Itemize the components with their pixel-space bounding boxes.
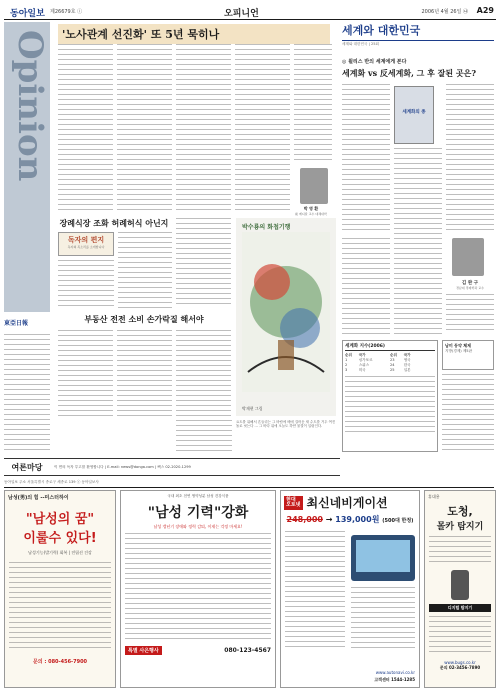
right-body-e [394, 238, 442, 334]
detector-device-icon [451, 570, 469, 600]
right-kicker-sub: 세계와 대한민국 | 25회 [342, 40, 494, 47]
ad4-kicker: 휴대용 [428, 494, 440, 499]
table-header: 순위 [390, 353, 397, 357]
reader-box-title: 독자의 편지 [67, 236, 105, 244]
forum-label: 여론마당 [11, 462, 43, 472]
author-title: 前 메디칼 교수 대체대학 [295, 212, 327, 216]
ad1-headline: "남성의 꿈" [25, 512, 95, 527]
table-cell: 24 [390, 363, 395, 367]
table-cell: 23 [390, 358, 395, 362]
ad3-price-note: (500대 한정) [382, 518, 414, 524]
ad1-headline2: 이룰수 있다! [23, 531, 97, 546]
right-body-a [342, 84, 390, 234]
ad3-price-row [281, 514, 419, 525]
ad3-headline: 최신네비게이션 [306, 496, 388, 510]
table-header: 국가 [403, 353, 411, 357]
right-kicker-block [342, 22, 494, 54]
navigation-device-icon [351, 535, 415, 581]
author2-name: 김 완 구 [461, 281, 479, 286]
ad4-phone: 문의 02-3456-7890 [439, 665, 481, 670]
ad2-top: 국내 최초 천연 생약성분 남성 건강식품 [167, 494, 229, 498]
ad2-body [125, 533, 271, 643]
painting-caption: 요트를 위해서 흔들리는 그 바람에 배에 걸어둔 새 수트를 거두 여진 돌로 씻는다 ... 그 바다 위에 오늘도 하얀 물결이 일렁인다. [236, 420, 336, 429]
ad3-top [281, 491, 419, 514]
reader-box-sub: 독자의 목소리를 소개합니다 [67, 245, 105, 249]
book-title: 세계화의 종 [402, 110, 426, 115]
ad3-url: www.autonavi.co.kr [375, 670, 415, 675]
ad3-price-new: 139,000원 [335, 515, 380, 524]
author2-photo [452, 238, 484, 276]
letter1-body-d [176, 218, 231, 308]
main-body-col4 [235, 44, 290, 212]
ad4-badge: 디지털 탐지기 [429, 604, 491, 612]
table-cell: 2 [345, 363, 348, 367]
ad4-body [429, 536, 491, 566]
sub-headline: 장례식장 조화 허례허식 아닌지 [59, 219, 169, 228]
issue-date: 2006년 4월 26일 ㉯ [421, 9, 468, 15]
page-header [4, 6, 496, 20]
ad-navigation [280, 490, 420, 688]
ad3-price-old: 248,000 [286, 515, 323, 524]
letter1-body-a [118, 232, 172, 268]
ad1-brand: 남성(男)의 힘 --미스터하이 [8, 495, 69, 501]
main-body-col2 [117, 44, 172, 212]
table-cell: 한국 [403, 363, 411, 367]
mark-label: 東亞日報 [4, 320, 29, 327]
right-headline: 세계화 vs 反세계화, 그 후 잘된 곳은? [342, 68, 477, 78]
right-body-c [446, 84, 494, 234]
page-number: A29 [476, 6, 494, 15]
right-kicker: 세계와 대한민국 [342, 24, 421, 37]
footer-address: 동아일보 주소 서울특별시 종로구 세종로 139 ⓒ 동아일보사 [4, 480, 494, 488]
table-rest [345, 376, 435, 436]
opinion-side-banner [4, 22, 50, 312]
table-cell: 25 [390, 368, 395, 372]
sub-headline-2: 부동산 전전 소비 손가락질 해서야 [84, 315, 204, 324]
ad2-phone: 080-123-4567 [224, 647, 271, 654]
ad1-body [9, 562, 111, 652]
main-body-col1 [58, 44, 113, 212]
painting-frame [236, 218, 336, 416]
newspaper-brand: 동아일보 [10, 9, 45, 19]
painting-illustration [242, 232, 330, 392]
hangul-brand-mark [4, 318, 50, 332]
ad2-footer [121, 646, 275, 655]
table-cell: 미국 [358, 368, 366, 372]
painting-title: 박수룡의 화첩기행 [242, 224, 291, 231]
table-row [345, 368, 435, 373]
letter1-body-c [118, 272, 172, 308]
ad4-url: www.bugs.co.kr [444, 660, 476, 665]
ad-mister-hi [4, 490, 116, 688]
book-cover [394, 86, 434, 144]
ad1-phone: 문의 : 080-456-7900 [32, 659, 88, 665]
main-body-col5 [294, 44, 332, 164]
right-body-d [342, 238, 390, 334]
ad-vitality [120, 490, 276, 688]
table-cell: 영국 [403, 358, 411, 362]
right-body-g [442, 374, 494, 452]
right-tagline: ◎ 윌리스 반의 세계에게 본다 [342, 59, 407, 65]
ad3-phone: 고객센터 1544-1285 [374, 677, 415, 682]
letter2-body-c [176, 330, 231, 418]
author-name: 박 영 환 [303, 206, 319, 211]
letter1-body-b [58, 260, 114, 308]
ad4-headline: 도청, [447, 505, 473, 518]
table-header: 순위 [345, 353, 352, 357]
forum-note: 이 면의 독자 투고를 환영합니다 | E-mail: news@donga.com | 팩스 02-2020-1299 [54, 464, 191, 469]
ad4-headline2: 몰카 탐지기 [436, 522, 484, 532]
table-cell: 싱가포르 [358, 358, 373, 362]
ad3-body [285, 531, 345, 651]
device-screen [356, 540, 410, 572]
opinion-label: Opinion [10, 30, 50, 182]
main-headline: '노사관계 선진화' 또 5년 묵히나 [58, 24, 330, 44]
small-box [442, 340, 494, 370]
arrow-right-icon: → [325, 515, 333, 524]
ad2-headline: "남성 기력"강화 [147, 505, 249, 521]
small-box-title: 남미 동약 체제 [445, 343, 471, 348]
ad2-sub: 남성 갱년기 장애와 정력 감퇴, 이제는 걱정 마세요! [153, 524, 243, 529]
opinion-forum-strip [4, 458, 340, 476]
main-body-col3 [176, 44, 231, 212]
author-photo [300, 168, 328, 204]
ad2-badge: 특별 사은행사 [125, 646, 162, 655]
ad3-logo: 현대 오토넷 [286, 496, 301, 508]
small-box-sub: 지방(경제) 제5판 [445, 349, 473, 353]
ad3-body-b [351, 587, 415, 651]
ad1-note: 남성기능(발기력) 회복 | 전립선 건강 [28, 550, 92, 555]
issue-number: 제26679호 ⓘ [50, 9, 83, 15]
painting-author: 박재현 그림 [242, 406, 263, 411]
ad-detector [424, 490, 496, 688]
table-cell: 3 [345, 368, 348, 372]
table-cell: 1 [345, 358, 348, 362]
ad4-body-b [429, 616, 491, 656]
right-body-b [394, 148, 442, 234]
letter2-body-b [117, 330, 172, 418]
letter2-body-a [58, 330, 113, 418]
table-cell: 일본 [403, 368, 411, 372]
table-header: 국가 [358, 353, 366, 357]
table-cell: 스위스 [358, 363, 370, 367]
section-title: 오피니언 [224, 9, 259, 19]
author2-title: 경남대 경제학과 교수 [456, 286, 484, 290]
table-title: 세계화 지수(2006) [345, 343, 435, 351]
letter2-body-d [176, 420, 232, 454]
right-body-f [446, 294, 494, 334]
index-table [342, 340, 438, 452]
reader-box [58, 232, 114, 256]
masthead-info [4, 334, 50, 454]
